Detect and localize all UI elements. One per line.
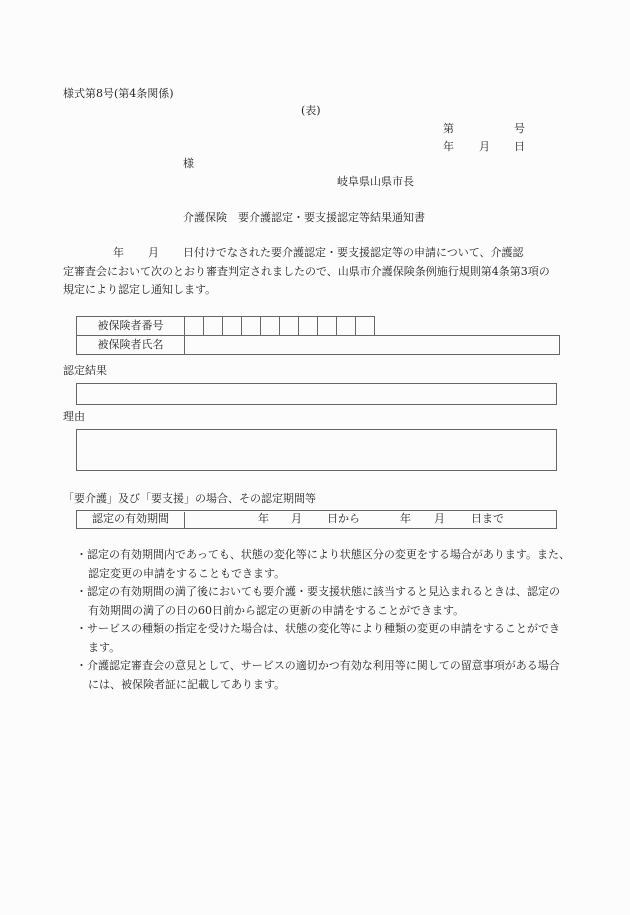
date-day: 日	[514, 140, 525, 153]
period-caption: 「要介護」及び「要支援」の場合、その認定期間等	[63, 492, 316, 505]
digit-cell[interactable]	[261, 317, 280, 336]
insured-name-label: 被保険者氏名	[77, 336, 185, 355]
digit-cell[interactable]	[185, 317, 204, 336]
result-field[interactable]	[76, 383, 557, 405]
doc-number-suffix: 号	[514, 122, 525, 135]
period-to-day: 日まで	[471, 512, 504, 525]
period-from-day: 日から	[327, 512, 360, 525]
number-row-filler	[375, 317, 560, 336]
digit-cell[interactable]	[337, 317, 356, 336]
period-label: 認定の有効期間	[77, 512, 185, 529]
digit-cell[interactable]	[299, 317, 318, 336]
result-label: 認定結果	[63, 364, 107, 377]
digit-cell[interactable]	[242, 317, 261, 336]
period-to-year: 年	[400, 512, 411, 525]
date-year: 年	[443, 140, 454, 153]
insured-number-row	[77, 317, 560, 336]
intro-year: 年	[113, 246, 124, 259]
issuer: 岐阜県山県市長	[337, 175, 414, 188]
insured-name-row	[77, 336, 560, 355]
date-month: 月	[479, 140, 490, 153]
note-item: ・認定の有効期間の満了後においても要介護・要支援状態に該当すると見込まれるときは、認定の有効期間の満了の日の60日前から認定の更新の申請をすることができます。	[76, 585, 560, 617]
period-table	[76, 510, 557, 529]
digit-cell[interactable]	[356, 317, 375, 336]
digit-cell[interactable]	[223, 317, 242, 336]
recipient-honorific: 様	[183, 157, 194, 170]
period-to-month: 月	[434, 512, 445, 525]
doc-number-prefix: 第	[443, 122, 454, 135]
intro-text-line1: 日付けでなされた要介護認定・要支援認定等の申請について、介護認	[183, 246, 524, 259]
intro-text-rest: 定審査会において次のとおり審査判定されましたので、山県市介護保険条例施行規則第4条第3項の規定により認定し通知します。	[63, 264, 550, 296]
intro-paragraph	[63, 244, 557, 300]
note-item: ・介護認定審査会の意見として、サービスの適切かつ有効な利用等に関しての留意事項がある場合には、被保険者証に記載してあります。	[76, 659, 560, 691]
period-from-year: 年	[258, 512, 269, 525]
note-item: ・認定の有効期間内であっても、状態の変化等により状態区分の変更をする場合があります。また、認定変更の申請をすることもできます。	[76, 548, 571, 580]
front-label: (表)	[301, 104, 321, 117]
insured-table	[76, 316, 560, 355]
reason-label: 理由	[63, 410, 85, 423]
digit-cell[interactable]	[280, 317, 299, 336]
form-number: 様式第8号(第4条関係)	[63, 87, 174, 100]
insured-name-field[interactable]	[185, 336, 560, 355]
document-title: 介護保険 要介護認定・要支援認定等結果通知書	[183, 211, 425, 224]
intro-month: 月	[148, 246, 159, 259]
insured-number-label: 被保険者番号	[77, 317, 185, 336]
digit-cell[interactable]	[318, 317, 337, 336]
period-from-month: 月	[291, 512, 302, 525]
reason-field[interactable]	[76, 429, 557, 471]
note-item: ・サービスの種類の指定を受けた場合は、状態の変化等により種類の変更の申請をすることができます。	[76, 622, 560, 654]
digit-cell[interactable]	[204, 317, 223, 336]
